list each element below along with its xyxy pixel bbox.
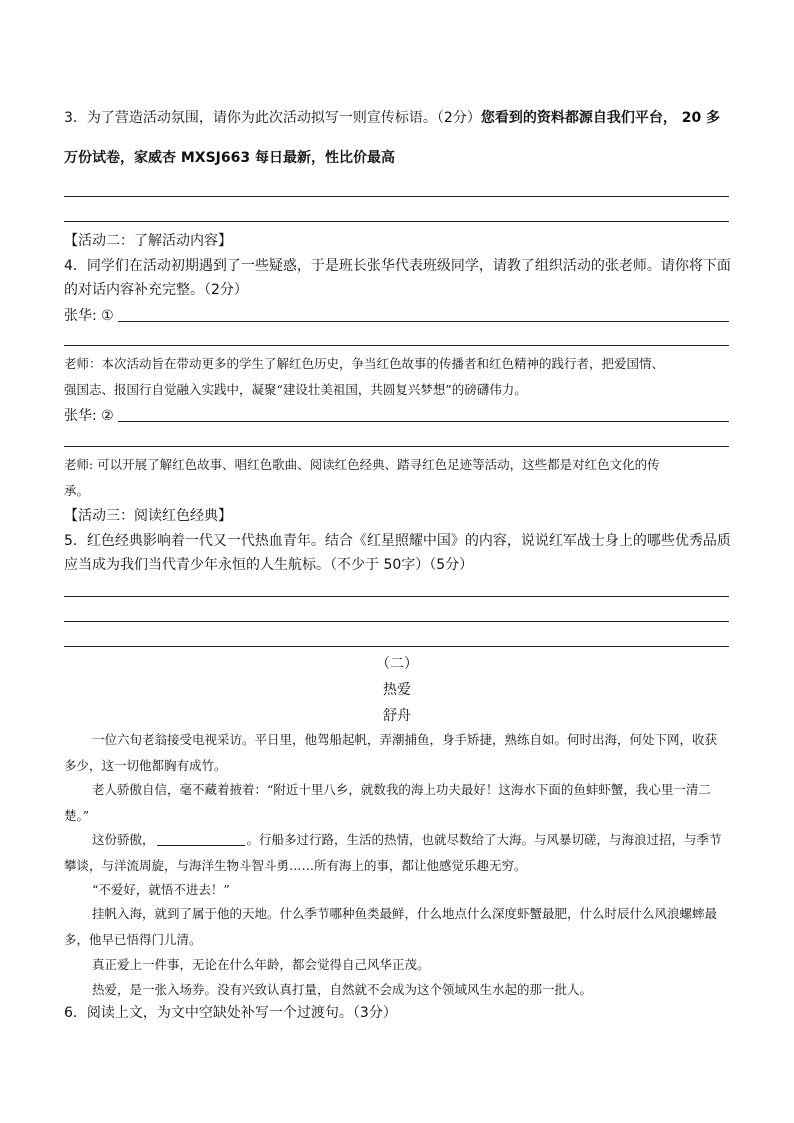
article-paragraph-5: 挂帆入海，就到了属于他的天地。什么季节哪种鱼类最鲜，什么地点什么深度虾蟹最肥，什么时辰什么风浪螺蟀最多，他早已悟得门儿清。 bbox=[64, 906, 718, 947]
article-paragraph-7: 热爱，是一张入场券。没有兴致认真打量，自然就不会成为这个领域风生水起的那一批人。 bbox=[92, 982, 593, 997]
ad-text-2: 万份试卷，家威杏 MXSJ663 每日最新，性比价最高 bbox=[64, 150, 395, 166]
fill-in-blank[interactable] bbox=[157, 831, 245, 846]
q6-text: 6．阅读上文，为文中空缺处补写一个过渡句。（3分） bbox=[64, 1005, 397, 1021]
article-paragraph-6: 真正爱上一件事，无论在什么年龄，都会觉得自己风华正茂。 bbox=[92, 957, 430, 972]
article-paragraph-3 bbox=[64, 827, 729, 879]
answer-line-2[interactable] bbox=[118, 421, 729, 422]
teacher-reply-1-line2: 强国志、报国行自觉融入实践中，凝聚“建设壮美祖国，共圆复兴梦想”的磅礴伟力。 bbox=[64, 382, 527, 397]
answer-line[interactable] bbox=[64, 221, 729, 222]
zhanghua-label-2: 张华: ② bbox=[64, 408, 114, 424]
answer-line[interactable] bbox=[64, 446, 729, 447]
answer-line[interactable] bbox=[64, 196, 729, 197]
teacher-reply-2 bbox=[64, 452, 729, 504]
answer-line[interactable] bbox=[64, 345, 729, 346]
teacher-reply-1 bbox=[64, 351, 729, 403]
teacher-reply-1-line1: 老师：本次活动旨在带动更多的学生了解红色历史，争当红色故事的传播者和红色精神的践行者，把爱国情、 bbox=[64, 356, 665, 371]
q4-line1: 4．同学们在活动初期遇到了一些疑惑，于是班长张华代表班级同学，请教了组织活动的张老师。请你将下面 bbox=[64, 258, 731, 274]
answer-line[interactable] bbox=[64, 621, 729, 622]
paragraph-3-start: 这份骄傲， bbox=[92, 832, 155, 847]
activity2-title: 【活动二：了解活动内容】 bbox=[64, 233, 232, 249]
article-author: 舒舟 bbox=[383, 708, 411, 724]
q5-line1: 5．红色经典影响着一代又一代热血青年。结合《红星照耀中国》的内容，说说红军战士身上的哪些优秀品质 bbox=[64, 533, 731, 549]
article-paragraph-4: “不爱好，就悟不进去！” bbox=[92, 882, 230, 897]
answer-line[interactable] bbox=[64, 596, 729, 597]
teacher-reply-2-line1: 老师: 可以开展了解红色故事、唱红色歌曲、阅读红色经典、踏寻红色足迹等活动，这些都是对红色文化的传 bbox=[64, 457, 660, 472]
zhanghua-label-1: 张华: ① bbox=[64, 308, 114, 324]
paragraph-3-end: 。行船多过行路，生活的热情，也就尽数给了大海。与风暴切磋，与海浪过招，与季节攀谈，与洋流周旋，与海洋生物斗智斗勇……所有海上的事，都让他感觉乐趣无穷。 bbox=[64, 832, 722, 873]
q4-line2: 的对话内容补充完整。（2分） bbox=[64, 282, 248, 298]
zhanghua-question-2 bbox=[64, 404, 729, 428]
article-paragraph-2: 老人骄傲自信，毫不藏着掖着：“附近十里八乡，就数我的海上功夫最好！这海水下面的鱼蚌虾蟹，我心里一清二楚。” bbox=[64, 782, 711, 823]
article-paragraph-1: 一位六旬老翁接受电视采访。平日里，他驾船起帆，弄潮捕鱼，身手矫捷，熟练自如。何时出海，何处下网，收获多少，这一切他都胸有成竹。 bbox=[64, 732, 718, 773]
q5-line2: 应当成为我们当代青少年永恒的人生航标。（不少于 50字）（5分） bbox=[64, 557, 474, 573]
q3-line1 bbox=[64, 106, 729, 130]
teacher-reply-2-line2: 承。 bbox=[64, 483, 90, 498]
article-title: 热爱 bbox=[383, 682, 411, 698]
answer-line[interactable] bbox=[64, 646, 729, 647]
zhanghua-question-1 bbox=[64, 304, 729, 328]
activity3-title: 【活动三：阅读红色经典】 bbox=[64, 508, 232, 524]
q3-text: 3．为了营造活动氛围，请你为此次活动拟写一则宣传标语。（2分） bbox=[64, 110, 481, 126]
ad-text-1: 您看到的资料都源自我们平台， 20 多 bbox=[480, 110, 721, 126]
section-number: （二） bbox=[376, 656, 418, 672]
answer-line-1[interactable] bbox=[118, 321, 729, 322]
